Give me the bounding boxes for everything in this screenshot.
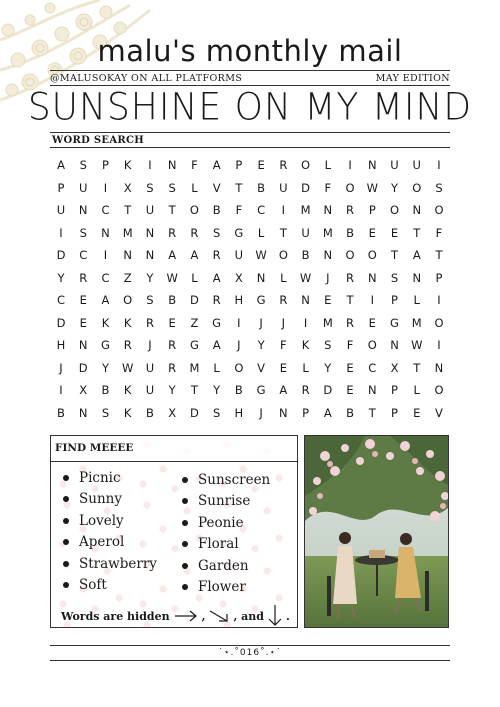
grid-cell: X: [390, 360, 399, 375]
grid-cell: N: [145, 225, 155, 240]
grid-row: [50, 379, 450, 402]
grid-cell: J: [281, 315, 286, 330]
grid-cell: R: [346, 315, 355, 330]
grid-cell: E: [413, 405, 421, 420]
grid-cell: S: [79, 225, 87, 240]
grid-cell: U: [234, 248, 244, 263]
grid-cell: O: [345, 180, 355, 195]
grid-cell: W: [166, 270, 178, 285]
grid-cell: U: [145, 203, 155, 218]
grid-cell: B: [234, 383, 243, 398]
grid-cell: L: [413, 293, 420, 308]
grid-cell: V: [257, 360, 266, 375]
grid-cell: D: [323, 383, 333, 398]
grid-cell: D: [301, 180, 310, 195]
list-item: [63, 532, 157, 554]
divider: [50, 70, 450, 71]
grid-cell: D: [189, 405, 199, 420]
grid-cell: L: [280, 270, 287, 285]
grid-cell: J: [148, 338, 152, 353]
grid-cell: R: [279, 158, 288, 173]
grid-cell: L: [191, 270, 198, 285]
grid-cell: I: [237, 315, 241, 330]
grid-cell: Z: [123, 270, 132, 285]
grid-row: [50, 357, 450, 380]
grid-cell: L: [257, 225, 265, 240]
grid-cell: J: [259, 315, 263, 330]
meta-row: [50, 73, 450, 84]
grid-cell: K: [123, 158, 132, 173]
grid-cell: P: [368, 203, 376, 218]
word-label: Sunrise: [198, 493, 251, 510]
grid-cell: F: [346, 338, 354, 353]
hint-comma: ,: [201, 609, 206, 623]
grid-cell: L: [324, 158, 332, 173]
grid-cell: V: [212, 180, 221, 195]
grid-cell: P: [102, 158, 109, 173]
grid-cell: W: [122, 360, 134, 375]
grid-cell: A: [212, 158, 221, 173]
divider: [50, 132, 450, 133]
word-label: Sunscreen: [198, 471, 271, 488]
bullet-icon: [182, 477, 188, 483]
grid-cell: P: [391, 405, 398, 420]
grid-row: [50, 199, 450, 222]
grid-cell: R: [168, 225, 177, 240]
grid-cell: R: [168, 360, 177, 375]
list-item: [182, 577, 270, 599]
grid-cell: X: [234, 270, 243, 285]
grid-cell: E: [79, 315, 87, 330]
grid-cell: A: [412, 248, 421, 263]
word-search-label: WORD SEARCH: [52, 135, 145, 146]
grid-cell: I: [348, 158, 352, 173]
grid-cell: U: [301, 225, 310, 240]
bullet-icon: [63, 475, 69, 481]
list-item: [63, 575, 157, 597]
grid-cell: O: [189, 203, 199, 218]
grid-cell: T: [435, 248, 443, 263]
bullet-icon: [63, 561, 69, 567]
grid-cell: G: [189, 338, 199, 353]
grid-cell: F: [191, 158, 198, 173]
grid-cell: W: [411, 338, 423, 353]
grid-row: [50, 154, 450, 177]
word-label: Garden: [198, 557, 249, 574]
grid-cell: J: [59, 360, 63, 375]
grid-cell: N: [390, 338, 399, 353]
grid-cell: G: [390, 315, 399, 330]
grid-cell: K: [301, 338, 310, 353]
grid-cell: O: [234, 360, 244, 375]
grid-row: [50, 402, 450, 425]
grid-cell: B: [257, 180, 266, 195]
photo-illustration: [305, 436, 449, 628]
list-item: [63, 489, 157, 511]
grid-cell: O: [367, 248, 377, 263]
grid-cell: P: [435, 270, 443, 285]
grid-cell: E: [390, 225, 399, 240]
grid-cell: S: [101, 405, 110, 420]
bullet-icon: [63, 582, 69, 588]
grid-cell: R: [145, 315, 154, 330]
grid-cell: Y: [391, 180, 399, 195]
grid-cell: N: [412, 270, 422, 285]
grid-cell: O: [345, 248, 355, 263]
grid-cell: N: [145, 248, 155, 263]
grid-cell: K: [123, 383, 132, 398]
grid-cell: M: [122, 225, 133, 240]
grid-cell: O: [278, 248, 288, 263]
grid-cell: R: [301, 383, 310, 398]
grid-cell: M: [322, 225, 333, 240]
bullet-icon: [182, 563, 188, 569]
list-item: [182, 469, 270, 491]
word-list-right: [182, 469, 270, 598]
grid-cell: K: [123, 405, 132, 420]
grid-cell: P: [57, 180, 65, 195]
grid-cell: M: [300, 203, 311, 218]
grid-cell: Y: [257, 338, 265, 353]
grid-cell: T: [368, 405, 376, 420]
grid-cell: U: [79, 180, 88, 195]
grid-cell: Y: [213, 383, 221, 398]
edition-label: MAY EDITION: [375, 73, 450, 84]
word-label: Picnic: [79, 469, 121, 486]
grid-cell: E: [368, 315, 376, 330]
grid-cell: E: [279, 360, 287, 375]
grid-cell: N: [78, 338, 88, 353]
grid-cell: O: [367, 338, 377, 353]
grid-cell: G: [256, 293, 266, 308]
grid-cell: I: [437, 158, 441, 173]
grid-cell: A: [279, 383, 288, 398]
grid-cell: S: [146, 293, 154, 308]
grid-cell: J: [259, 405, 263, 420]
bullet-icon: [63, 496, 69, 502]
newsletter-title: malu's monthly mail: [97, 34, 403, 68]
grid-cell: Y: [146, 270, 154, 285]
grid-cell: N: [412, 203, 422, 218]
grid-cell: U: [56, 203, 66, 218]
headline: SUNSHINE ON MY MIND: [27, 85, 473, 129]
grid-cell: G: [101, 338, 110, 353]
word-list-left: [63, 467, 157, 596]
grid-cell: H: [234, 293, 244, 308]
grid-cell: O: [123, 293, 133, 308]
grid-cell: D: [56, 248, 66, 263]
grid-cell: K: [101, 315, 110, 330]
word-label: Strawberry: [79, 555, 157, 572]
grid-cell: R: [212, 293, 221, 308]
grid-cell: B: [212, 203, 221, 218]
grid-cell: T: [168, 203, 176, 218]
grid-cell: M: [411, 315, 422, 330]
grid-cell: B: [346, 405, 354, 420]
bullet-icon: [182, 498, 188, 504]
bullet-icon: [63, 539, 69, 545]
grid-row: [50, 244, 450, 267]
grid-row: [50, 177, 450, 200]
social-handle: @MALUSOKAY ON ALL PLATFORMS: [50, 73, 243, 84]
grid-cell: B: [145, 405, 154, 420]
grid-cell: F: [280, 338, 287, 353]
grid-cell: E: [79, 293, 87, 308]
word-label: Peonie: [198, 514, 244, 531]
grid-cell: B: [57, 405, 65, 420]
grid-cell: N: [301, 293, 310, 308]
grid-cell: R: [123, 338, 132, 353]
grid-cell: G: [234, 225, 244, 240]
grid-cell: T: [279, 225, 287, 240]
grid-cell: I: [370, 293, 374, 308]
grid-cell: P: [391, 293, 398, 308]
find-header: FIND MEEEE: [51, 436, 298, 462]
grid-cell: I: [437, 338, 441, 353]
list-item: [182, 555, 270, 577]
grid-cell: W: [366, 180, 378, 195]
bullet-icon: [182, 541, 188, 547]
grid-cell: S: [79, 158, 87, 173]
grid-cell: N: [323, 248, 333, 263]
grid-cell: S: [212, 405, 221, 420]
grid-cell: U: [390, 158, 399, 173]
list-item: [182, 534, 270, 556]
grid-cell: Y: [101, 360, 109, 375]
grid-cell: I: [103, 248, 108, 263]
grid-row: [50, 334, 450, 357]
grid-cell: T: [391, 248, 399, 263]
grid-cell: S: [390, 270, 399, 285]
grid-cell: I: [303, 315, 308, 330]
grid-row: [50, 312, 450, 335]
grid-cell: R: [190, 225, 199, 240]
grid-cell: W: [255, 248, 267, 263]
grid-cell: S: [168, 180, 176, 195]
grid-cell: F: [235, 203, 243, 218]
grid-cell: G: [212, 315, 222, 330]
grid-cell: N: [123, 248, 132, 263]
grid-cell: L: [213, 360, 220, 375]
grid-cell: A: [323, 405, 332, 420]
grid-cell: D: [56, 315, 66, 330]
grid-row: [50, 222, 450, 245]
grid-cell: B: [168, 293, 177, 308]
bullet-icon: [182, 584, 188, 590]
grid-cell: O: [434, 315, 444, 330]
grid-cell: F: [435, 225, 443, 240]
grid-cell: T: [346, 293, 354, 308]
grid-cell: B: [346, 225, 354, 240]
word-label: Aperol: [79, 534, 125, 551]
word-label: Flower: [198, 579, 246, 596]
grid-cell: U: [145, 383, 155, 398]
grid-cell: X: [168, 405, 177, 420]
grid-cell: N: [367, 270, 377, 285]
grid-cell: E: [257, 158, 265, 173]
grid-cell: R: [346, 270, 355, 285]
grid-cell: O: [301, 158, 311, 173]
word-label: Soft: [79, 577, 107, 594]
grid-cell: O: [434, 383, 444, 398]
grid-cell: A: [212, 270, 221, 285]
grid-cell: U: [279, 180, 288, 195]
grid-cell: C: [368, 360, 377, 375]
grid-cell: E: [346, 360, 354, 375]
grid-cell: S: [212, 225, 221, 240]
grid-cell: N: [323, 203, 333, 218]
grid-cell: T: [413, 225, 421, 240]
list-item: [182, 512, 270, 534]
grid-cell: N: [434, 360, 444, 375]
page-number: ˙⋆.˚016˚.⋆˙: [50, 645, 450, 661]
grid-cell: P: [391, 383, 398, 398]
bullet-icon: [63, 518, 69, 524]
arrow-right-icon: [172, 609, 200, 623]
grid-cell: M: [189, 360, 200, 375]
grid-cell: E: [368, 225, 376, 240]
grid-cell: M: [322, 315, 333, 330]
hint-text: Words are hidden: [61, 609, 170, 623]
grid-cell: U: [412, 158, 421, 173]
grid-cell: A: [190, 248, 199, 263]
grid-cell: O: [412, 180, 422, 195]
grid-cell: B: [301, 248, 310, 263]
grid-cell: D: [189, 293, 199, 308]
grid-cell: Y: [324, 360, 332, 375]
grid-cell: N: [78, 405, 88, 420]
grid-cell: P: [302, 405, 310, 420]
grid-cell: X: [123, 180, 132, 195]
grid-row: [50, 289, 450, 312]
grid-cell: L: [191, 180, 198, 195]
hint-end: .: [285, 609, 290, 623]
grid-cell: Y: [57, 270, 65, 285]
grid-cell: O: [434, 203, 444, 218]
find-words-box: [50, 435, 298, 628]
hint-and: , and: [233, 609, 264, 623]
grid-cell: I: [148, 158, 152, 173]
grid-cell: A: [168, 248, 177, 263]
grid-cell: W: [299, 270, 312, 285]
grid-cell: R: [346, 203, 355, 218]
grid-cell: K: [123, 315, 132, 330]
grid-cell: N: [256, 270, 266, 285]
grid-cell: A: [101, 293, 110, 308]
grid-cell: T: [413, 360, 421, 375]
grid-cell: S: [324, 338, 332, 353]
grid-row: [50, 267, 450, 290]
grid-cell: N: [78, 203, 88, 218]
list-item: [63, 510, 157, 532]
grid-cell: S: [435, 180, 443, 195]
grid-cell: C: [101, 270, 110, 285]
grid-cell: T: [190, 383, 198, 398]
grid-cell: T: [124, 203, 132, 218]
grid-cell: N: [279, 405, 288, 420]
arrow-down-icon: [266, 603, 284, 628]
grid-cell: Z: [190, 315, 199, 330]
grid-cell: C: [79, 248, 88, 263]
grid-cell: I: [59, 383, 63, 398]
grid-cell: R: [168, 338, 177, 353]
grid-cell: A: [57, 158, 65, 173]
grid-cell: J: [326, 270, 330, 285]
direction-hint: [61, 603, 290, 628]
grid-cell: I: [103, 180, 108, 195]
grid-cell: J: [237, 338, 241, 353]
grid-cell: T: [235, 180, 243, 195]
bullet-icon: [182, 520, 188, 526]
grid-cell: E: [324, 293, 332, 308]
word-label: Lovely: [79, 512, 124, 529]
grid-cell: F: [324, 180, 332, 195]
grid-cell: L: [302, 360, 309, 375]
garden-picnic-photo: [304, 435, 449, 628]
grid-cell: N: [367, 158, 377, 173]
grid-cell: P: [235, 158, 243, 173]
grid-cell: R: [279, 293, 288, 308]
grid-cell: H: [56, 338, 66, 353]
word-search-grid: [50, 154, 450, 424]
grid-cell: D: [78, 360, 88, 375]
grid-cell: N: [101, 225, 110, 240]
grid-cell: V: [435, 405, 443, 420]
arrow-diagonal-icon: [207, 608, 231, 624]
divider: [50, 147, 450, 148]
grid-cell: I: [437, 293, 441, 308]
grid-cell: R: [79, 270, 88, 285]
grid-cell: C: [257, 203, 266, 218]
grid-cell: O: [389, 203, 400, 218]
grid-cell: I: [281, 203, 286, 218]
list-item: [63, 467, 157, 489]
grid-cell: C: [101, 203, 110, 218]
grid-cell: S: [146, 180, 154, 195]
grid-cell: E: [346, 383, 354, 398]
list-item: [63, 553, 157, 575]
grid-cell: C: [56, 293, 66, 308]
grid-cell: R: [212, 248, 221, 263]
grid-cell: N: [367, 383, 377, 398]
grid-cell: H: [234, 405, 244, 420]
grid-cell: X: [79, 383, 88, 398]
grid-cell: E: [168, 315, 176, 330]
grid-cell: G: [256, 383, 266, 398]
grid-cell: L: [413, 383, 420, 398]
grid-cell: U: [145, 360, 155, 375]
list-item: [182, 491, 270, 513]
grid-cell: A: [212, 338, 221, 353]
word-label: Floral: [198, 536, 239, 553]
grid-cell: N: [167, 158, 177, 173]
word-label: Sunny: [79, 491, 122, 508]
grid-cell: I: [59, 225, 63, 240]
grid-cell: Y: [168, 383, 176, 398]
grid-cell: B: [101, 383, 110, 398]
